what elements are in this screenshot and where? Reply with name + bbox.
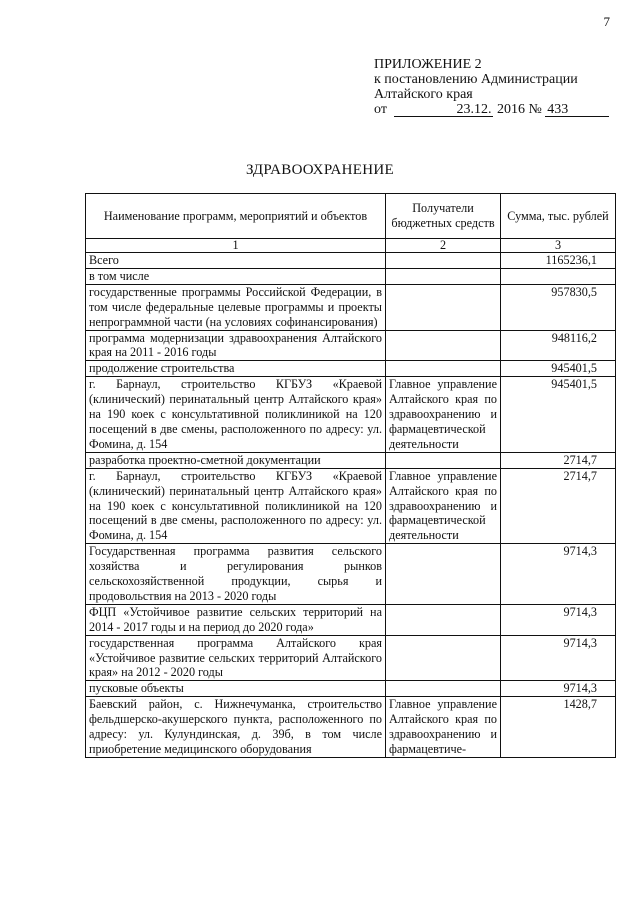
date-year: 2016 № bbox=[496, 102, 542, 117]
cell-amount: 9714,3 bbox=[501, 544, 616, 605]
cell-amount: 1165236,1 bbox=[501, 253, 616, 269]
cell-recipient bbox=[386, 253, 501, 269]
cell-recipient bbox=[386, 635, 501, 681]
cell-name: Государственная программа развития сельского хозяйства и регулирования рынков сельскохозяйственной продукции, сырья и продовольствия на 2013 - 2020 годы bbox=[86, 544, 386, 605]
cell-name: разработка проектно-сметной документации bbox=[86, 452, 386, 468]
table-row bbox=[86, 268, 616, 284]
cell-recipient: Главное управление Алтайского края по здравоохранению и фармацевтической деятельности bbox=[386, 377, 501, 453]
cell-amount: 945401,5 bbox=[501, 361, 616, 377]
cell-name: государственные программы Российской Федерации, в том числе федеральные целевые программы и проекты непрограммной части (на условиях софинансирования) bbox=[86, 284, 386, 330]
cell-name: продолжение строительства bbox=[86, 361, 386, 377]
header-name: Наименование программ, мероприятий и объектов bbox=[86, 194, 386, 239]
table-row bbox=[86, 330, 616, 361]
column-number: 3 bbox=[501, 239, 616, 253]
table-row bbox=[86, 377, 616, 453]
section-title: ЗДРАВООХРАНЕНИЕ bbox=[246, 162, 394, 178]
date-prefix: от bbox=[374, 102, 387, 117]
cell-amount: 948116,2 bbox=[501, 330, 616, 361]
cell-name: ФЦП «Устойчивое развитие сельских территорий на 2014 - 2017 годы и на период до 2020 года» bbox=[86, 604, 386, 635]
table-row bbox=[86, 361, 616, 377]
cell-amount bbox=[501, 268, 616, 284]
cell-recipient: Главное управление Алтайского края по здравоохранению и фармацевтической деятельности bbox=[386, 468, 501, 544]
table-body bbox=[86, 253, 616, 758]
header-recipient: Получатели бюджетных средств bbox=[386, 194, 501, 239]
table-row bbox=[86, 604, 616, 635]
table-row bbox=[86, 697, 616, 758]
table-row bbox=[86, 468, 616, 544]
appendix-header bbox=[374, 57, 614, 117]
cell-amount: 2714,7 bbox=[501, 468, 616, 544]
header-amount: Сумма, тыс. рублей bbox=[501, 194, 616, 239]
cell-recipient bbox=[386, 284, 501, 330]
column-number-row bbox=[86, 239, 616, 253]
table-header-row bbox=[86, 194, 616, 239]
cell-name: Всего bbox=[86, 253, 386, 269]
cell-recipient bbox=[386, 268, 501, 284]
date-day-month: 23.12. bbox=[394, 103, 493, 117]
cell-recipient bbox=[386, 604, 501, 635]
cell-amount: 945401,5 bbox=[501, 377, 616, 453]
table-row bbox=[86, 635, 616, 681]
appendix-line: к постановлению Администрации bbox=[374, 72, 578, 87]
cell-name: в том числе bbox=[86, 268, 386, 284]
cell-amount: 9714,3 bbox=[501, 635, 616, 681]
cell-name: г. Барнаул, строительство КГБУЗ «Краевой (клинический) перинатальный центр Алтайского края» на 190 коек с консультативной поликлиникой на 120 посещений в две смены, расположенного по адресу: ул. Фомина, д. 154 bbox=[86, 468, 386, 544]
cell-name: пусковые объекты bbox=[86, 681, 386, 697]
cell-recipient bbox=[386, 452, 501, 468]
cell-recipient bbox=[386, 681, 501, 697]
table-row bbox=[86, 544, 616, 605]
cell-amount: 2714,7 bbox=[501, 452, 616, 468]
cell-amount: 957830,5 bbox=[501, 284, 616, 330]
cell-recipient bbox=[386, 330, 501, 361]
cell-name: г. Барнаул, строительство КГБУЗ «Краевой (клинический) перинатальный центр Алтайского края» на 190 коек с консультативной поликлиникой на 120 посещений в две смены, расположенного по адресу: ул. Фомина, д. 154 bbox=[86, 377, 386, 453]
cell-amount: 9714,3 bbox=[501, 681, 616, 697]
cell-recipient bbox=[386, 544, 501, 605]
appendix-date-line bbox=[374, 102, 614, 117]
document-number: 433 bbox=[545, 103, 609, 117]
appendix-title: ПРИЛОЖЕНИЕ 2 bbox=[374, 57, 482, 72]
table-row bbox=[86, 452, 616, 468]
cell-name: Баевский район, с. Нижнечуманка, строительство фельдшерско-акушерского пункта, расположенного по адресу: ул. Кулундинская, д. 39б, в том числе приобретение медицинского оборудования bbox=[86, 697, 386, 758]
table-row bbox=[86, 681, 616, 697]
column-number: 1 bbox=[86, 239, 386, 253]
cell-recipient bbox=[386, 361, 501, 377]
column-number: 2 bbox=[386, 239, 501, 253]
budget-table bbox=[85, 193, 616, 758]
page-number: 7 bbox=[603, 14, 610, 29]
table-row bbox=[86, 253, 616, 269]
cell-amount: 9714,3 bbox=[501, 604, 616, 635]
cell-name: программа модернизации здравоохранения Алтайского края на 2011 - 2016 годы bbox=[86, 330, 386, 361]
cell-amount: 1428,7 bbox=[501, 697, 616, 758]
cell-name: государственная программа Алтайского края «Устойчивое развитие сельских территорий Алтайского края» на 2012 - 2020 годы bbox=[86, 635, 386, 681]
cell-recipient: Главное управление Алтайского края по здравоохранению и фармацевтиче- bbox=[386, 697, 501, 758]
table-row bbox=[86, 284, 616, 330]
appendix-line: Алтайского края bbox=[374, 87, 473, 102]
